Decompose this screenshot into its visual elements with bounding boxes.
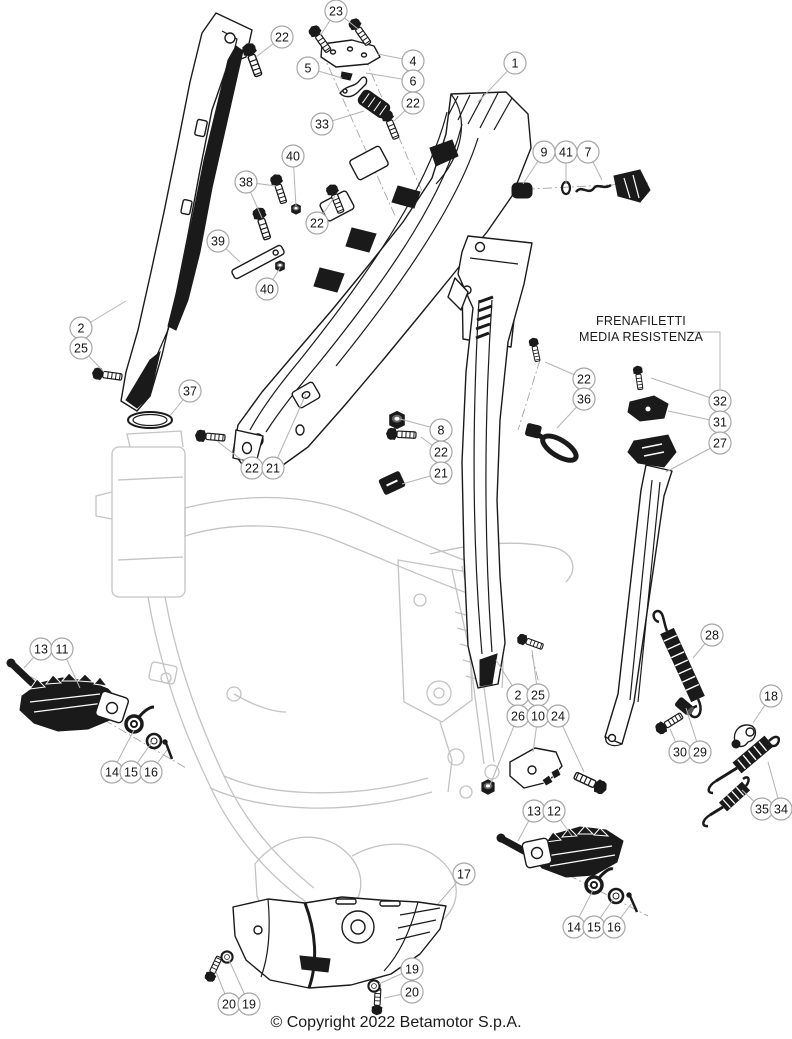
callout-8[interactable]	[430, 419, 452, 441]
callout-21[interactable]	[262, 457, 284, 479]
callout-number: 20	[405, 985, 419, 1000]
callout-number: 41	[559, 145, 573, 160]
callout-10[interactable]	[527, 705, 549, 727]
note-line1: FRENAFILETTI	[596, 314, 686, 328]
callout-number: 10	[531, 709, 545, 724]
callout-number: 22	[434, 445, 448, 460]
part-sidestand	[605, 396, 676, 746]
callout-number: 22	[310, 216, 324, 231]
callout-number: 19	[405, 962, 419, 977]
callout-19[interactable]	[238, 993, 260, 1015]
callout-number: 7	[584, 145, 592, 160]
callout-16[interactable]	[603, 916, 625, 938]
callout-33[interactable]	[311, 113, 333, 135]
callout-number: 15	[587, 920, 601, 935]
callout-21[interactable]	[430, 462, 452, 484]
callout-7[interactable]	[577, 141, 599, 163]
callout-number: 16	[144, 765, 158, 780]
callout-15[interactable]	[583, 916, 605, 938]
callout-25[interactable]	[527, 684, 549, 706]
callout-19[interactable]	[401, 958, 423, 980]
callout-number: 17	[457, 867, 471, 882]
part-left-side-rail	[121, 13, 252, 411]
assembly-guide-lines	[16, 42, 648, 916]
callout-16[interactable]	[140, 761, 162, 783]
callout-2[interactable]	[70, 317, 92, 339]
callout-number: 12	[547, 804, 561, 819]
callout-4[interactable]	[402, 50, 424, 72]
callout-30[interactable]	[669, 741, 691, 763]
callout-number: 19	[242, 997, 256, 1012]
callout-29[interactable]	[689, 741, 711, 763]
callout-27[interactable]	[709, 432, 731, 454]
callout-31[interactable]	[709, 411, 731, 433]
callout-number: 9	[540, 145, 548, 160]
callout-number: 21	[434, 466, 448, 481]
part-right-side-panel	[448, 236, 532, 688]
callout-layer	[24, 0, 792, 1015]
callout-number: 14	[567, 920, 581, 935]
part-footpeg-right	[497, 826, 637, 912]
callout-number: 11	[55, 642, 69, 657]
copyright-text: © Copyright 2022 Betamotor S.p.A.	[270, 1014, 522, 1031]
callout-number: 22	[275, 30, 289, 45]
note-line2: MEDIA RESISTENZA	[578, 330, 704, 344]
callout-number: 22	[406, 96, 420, 111]
callout-5[interactable]	[297, 57, 319, 79]
callout-number: 4	[409, 54, 417, 69]
callout-15[interactable]	[120, 761, 142, 783]
note-frenafiletti	[566, 313, 716, 345]
callout-22[interactable]	[430, 441, 452, 463]
callout-number: 32	[713, 394, 727, 409]
callout-number: 27	[713, 436, 727, 451]
callout-20[interactable]	[401, 981, 423, 1003]
callout-number: 24	[551, 709, 565, 724]
callout-25[interactable]	[70, 337, 92, 359]
callout-40[interactable]	[256, 278, 278, 300]
callout-14[interactable]	[563, 916, 585, 938]
callout-number: 23	[329, 4, 343, 19]
callout-number: 40	[260, 282, 274, 297]
callout-number: 6	[409, 74, 417, 89]
callout-number: 2	[514, 688, 522, 703]
callout-number: 13	[34, 642, 48, 657]
callout-12[interactable]	[543, 800, 565, 822]
callout-number: 21	[266, 461, 280, 476]
callout-13[interactable]	[523, 800, 545, 822]
callout-41[interactable]	[555, 141, 577, 163]
callout-number: 29	[693, 745, 707, 760]
callout-9[interactable]	[533, 141, 555, 163]
callout-number: 30	[673, 745, 687, 760]
callout-number: 25	[531, 688, 545, 703]
part-footpeg-left	[7, 659, 172, 759]
callout-32[interactable]	[709, 390, 731, 412]
callout-number: 25	[74, 341, 88, 356]
callout-28[interactable]	[701, 624, 723, 646]
callout-number: 33	[315, 117, 329, 132]
callout-13[interactable]	[30, 638, 52, 660]
callout-number: 22	[577, 372, 591, 387]
main-frame-sketch	[96, 431, 573, 928]
callout-number: 18	[764, 689, 778, 704]
callout-17[interactable]	[453, 863, 475, 885]
callout-36[interactable]	[573, 388, 595, 410]
callout-number: 28	[705, 628, 719, 643]
callout-number: 13	[527, 804, 541, 819]
callout-38[interactable]	[235, 171, 257, 193]
callout-2[interactable]	[507, 684, 529, 706]
callout-22[interactable]	[402, 92, 424, 114]
callout-number: 1	[511, 56, 519, 71]
callout-number: 26	[511, 709, 525, 724]
callout-34[interactable]	[770, 798, 792, 820]
callout-number: 20	[222, 997, 236, 1012]
callout-1[interactable]	[504, 52, 526, 74]
callout-number: 36	[577, 392, 591, 407]
callout-number: 31	[713, 415, 727, 430]
callout-number: 40	[286, 149, 300, 164]
callout-18[interactable]	[760, 685, 782, 707]
callout-39[interactable]	[207, 230, 229, 252]
callout-number: 14	[105, 765, 119, 780]
callout-20[interactable]	[218, 993, 240, 1015]
callout-number: 22	[245, 461, 259, 476]
callout-number: 15	[124, 765, 138, 780]
callout-22[interactable]	[271, 26, 293, 48]
callout-40[interactable]	[282, 145, 304, 167]
callout-23[interactable]	[325, 0, 347, 22]
callout-number: 39	[211, 234, 225, 249]
callout-22[interactable]	[573, 368, 595, 390]
callout-6[interactable]	[402, 70, 424, 92]
callout-number: 35	[755, 802, 769, 817]
callout-22[interactable]	[306, 212, 328, 234]
callout-number: 2	[77, 321, 85, 336]
callout-number: 34	[774, 802, 788, 817]
callout-24[interactable]	[547, 705, 569, 727]
callout-number: 37	[183, 384, 197, 399]
callout-11[interactable]	[51, 638, 73, 660]
callout-26[interactable]	[507, 705, 529, 727]
callout-number: 8	[437, 423, 445, 438]
callout-22[interactable]	[241, 457, 263, 479]
callout-number: 5	[304, 61, 312, 76]
callout-number: 16	[607, 920, 621, 935]
callout-37[interactable]	[179, 380, 201, 402]
callout-number: 38	[239, 175, 253, 190]
